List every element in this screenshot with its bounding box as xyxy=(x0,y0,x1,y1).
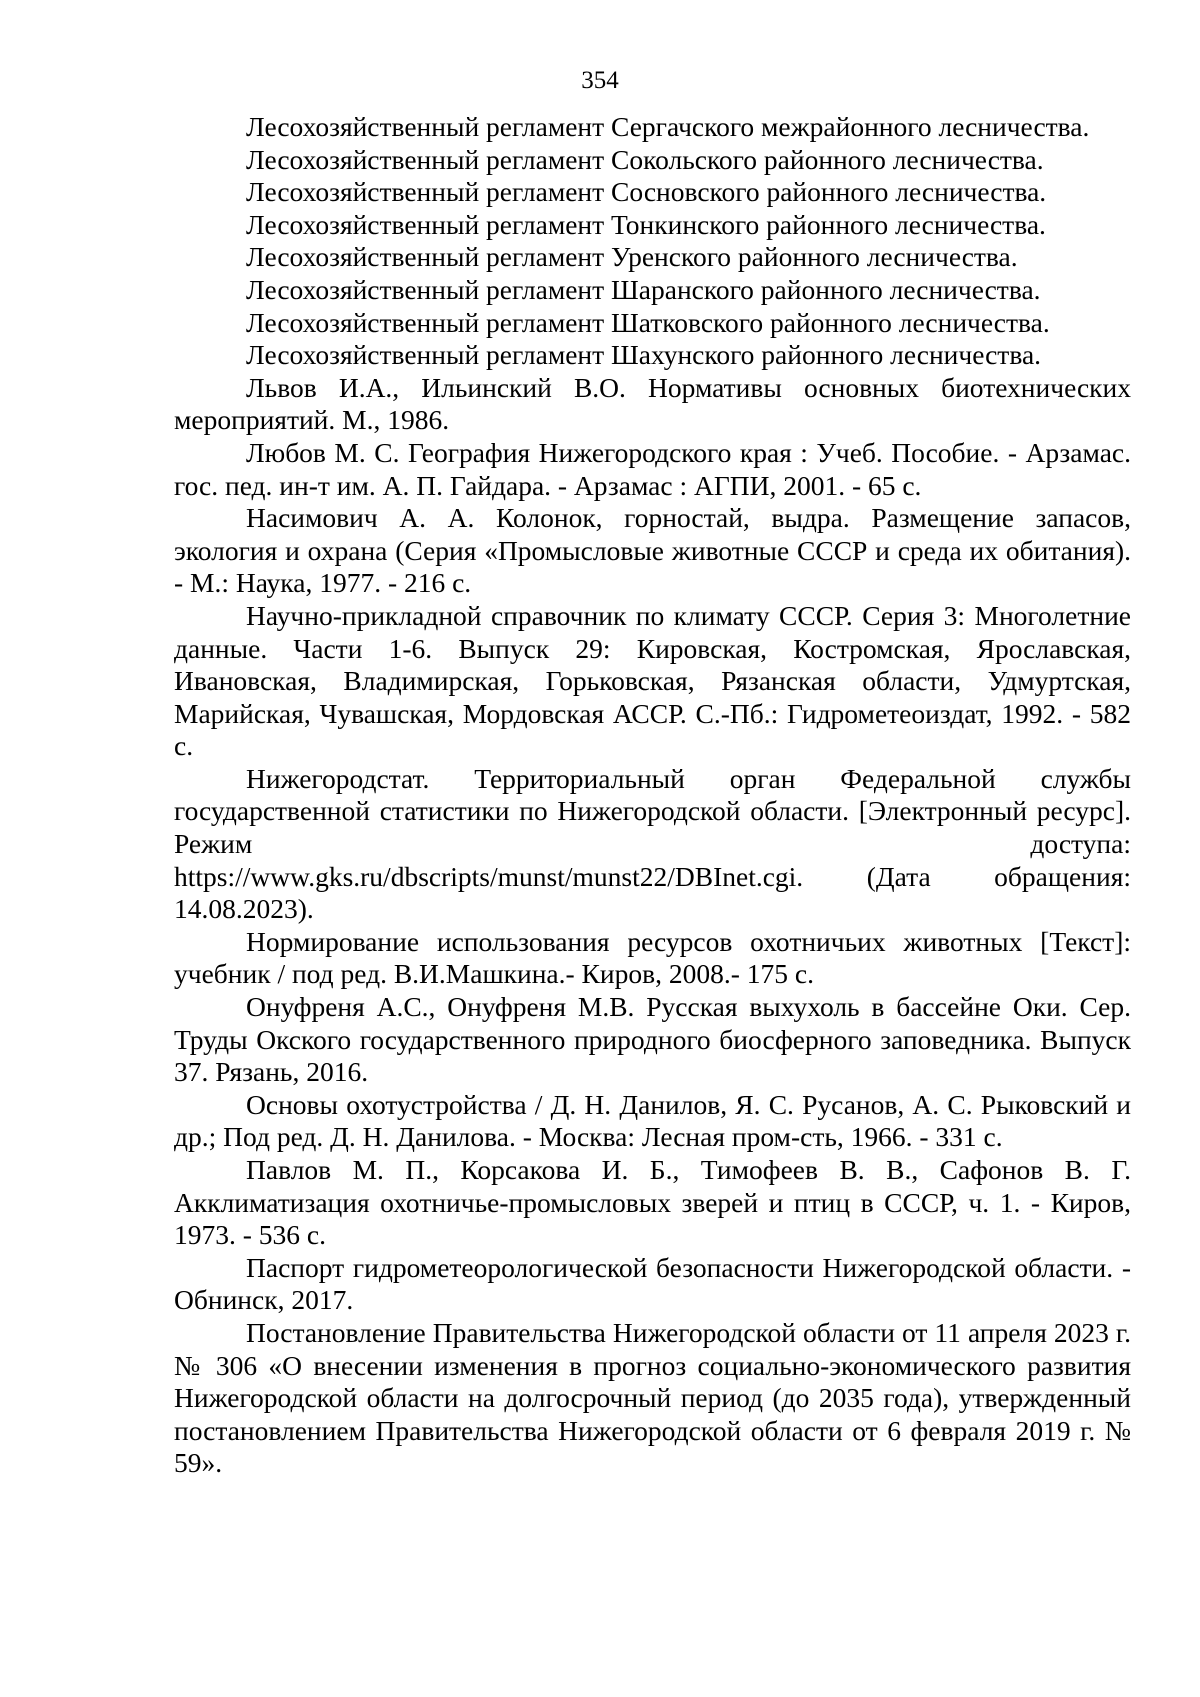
reference-entry: Нижегородстат. Территориальный орган Федеральной службы государственной статистики по Нижегородской области. [Электронный ресурс]. Режим доступа: xyxy=(174,762,1131,860)
reference-entry: Лесохозяйственный регламент Сергачского межрайонного лесничества. xyxy=(246,111,1090,142)
reference-entry: Лесохозяйственный регламент Сокольского районного лесничества. xyxy=(246,143,1044,175)
reference-entry: Лесохозяйственный регламент Сосновского районного лесничества. xyxy=(246,176,1047,208)
reference-entry: Львов И.А., Ильинский В.О. Нормативы основных биотехнических мероприятий. М., 1986. xyxy=(174,371,1131,436)
page-number: 354 xyxy=(581,67,619,94)
reference-entry: Паспорт гидрометеорологической безопасности Нижегородской области. - Обнинск, 2017. xyxy=(174,1251,1131,1316)
reference-entry: Онуфреня А.С., Онуфреня М.В. Русская выхухоль в бассейне Оки. Сер. Труды Окского государственного природного биосферного заповедника. Выпуск 37. Рязань, 2016. xyxy=(174,991,1131,1088)
reference-entry: Лесохозяйственный регламент Шаранского районного лесничества. xyxy=(246,273,1041,305)
bibliography-list xyxy=(174,111,1131,1480)
reference-url-entry: https://www.gks.ru/dbscripts/munst/munst22/DBInet.cgi. (Дата обращения: 14.08.2023). xyxy=(174,860,1131,925)
reference-entry: Насимович А. А. Колонок, горностай, выдра. Размещение запасов, экология и охрана (Серия «Промысловые животные СССР и среда их обитания). - М.: Наука, 1977. - 216 с. xyxy=(174,502,1131,599)
reference-entry: Нормирование использования ресурсов охотничьих животных [Текст]: учебник / под ред. В.И.Машкина.- Киров, 2008.- 175 с. xyxy=(174,925,1131,990)
reference-entry: Постановление Правительства Нижегородской области от 11 апреля 2023 г. № 306 «О внесении изменения в прогноз социально-экономического развития Нижегородской области на долгосрочный период (до 2035 года), утвержденный постановлением Правительства Нижегородской области от 6 февраля 2019 г. № 59». xyxy=(174,1316,1131,1479)
reference-entry: Лесохозяйственный регламент Шатковского районного лесничества. xyxy=(246,306,1050,338)
reference-entry: Лесохозяйственный регламент Уренского районного лесничества. xyxy=(246,241,1018,273)
reference-entry: Любов М. С. География Нижегородского края : Учеб. Пособие. - Арзамас. гос. пед. ин-т им. А. П. Гайдара. - Арзамас : АГПИ, 2001. - 65 с. xyxy=(174,436,1131,501)
reference-entry: Лесохозяйственный регламент Шахунского районного лесничества. xyxy=(246,339,1042,371)
reference-entry: Лесохозяйственный регламент Тонкинского районного лесничества. xyxy=(246,208,1046,240)
reference-entry: Научно-прикладной справочник по климату СССР. Серия 3: Многолетние данные. Части 1-6. Выпуск 29: Кировская, Костромская, Ярославская, Ивановская, Владимирская, Горьковская, Рязанская области, Удмуртская, Марийская, Чувашская, Мордовская АССР. С.-Пб.: Гидрометеоиздат, 1992. - 582 с. xyxy=(174,599,1131,762)
reference-entry: Павлов М. П., Корсакова И. Б., Тимофеев В. В., Сафонов В. Г. Акклиматизация охотничье-промысловых зверей и птиц в СССР, ч. 1. - Киров, 1973. - 536 с. xyxy=(174,1154,1131,1251)
reference-entry: Основы охотустройства / Д. Н. Данилов, Я. С. Русанов, А. С. Рыковский и др.; Под ред. Д. Н. Данилова. - Москва: Лесная пром-сть, 1966. - 331 с. xyxy=(174,1088,1131,1153)
